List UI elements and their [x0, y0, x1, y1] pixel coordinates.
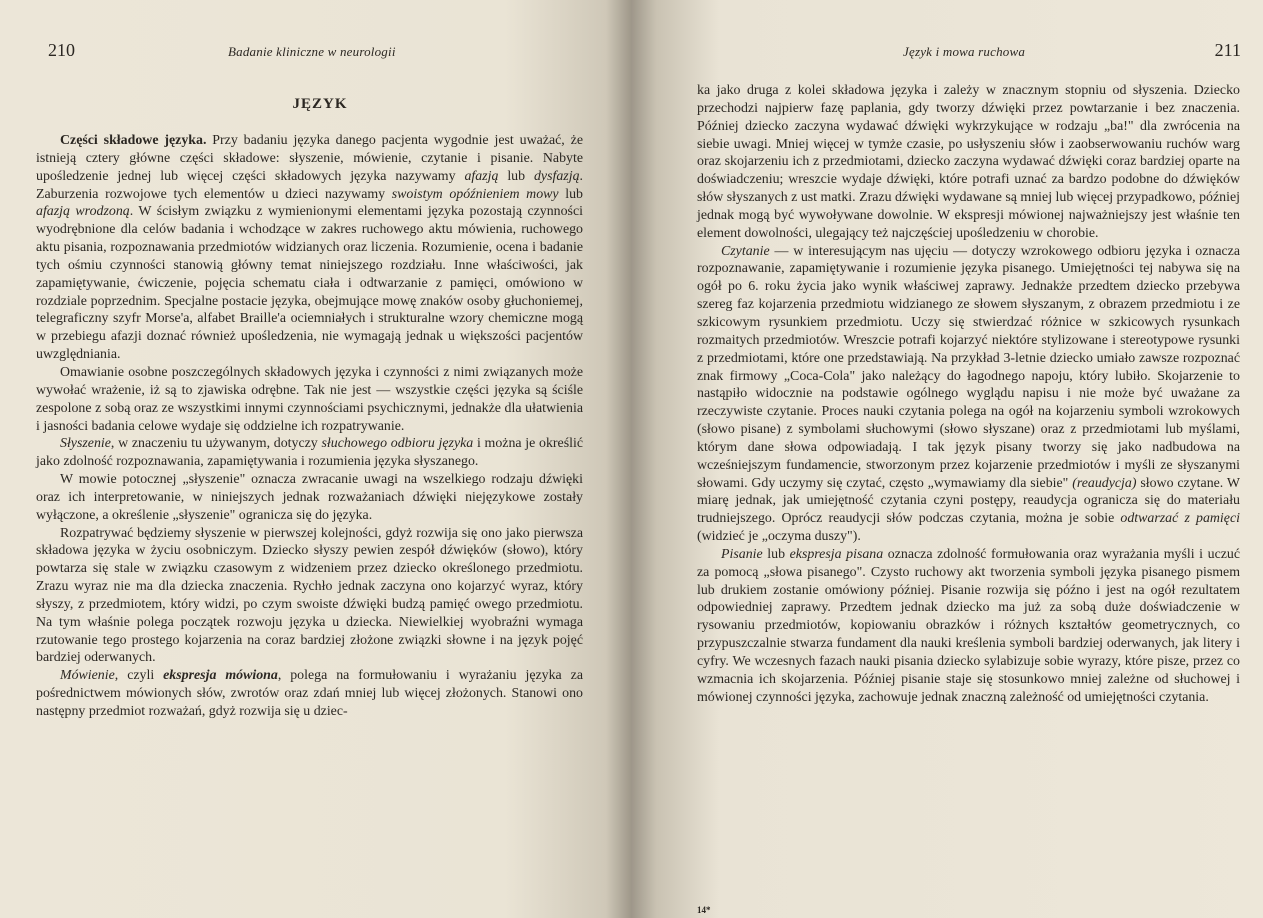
- term: Słyszenie: [60, 436, 111, 452]
- page-number: 211: [1214, 40, 1241, 60]
- term: odtwarzać z pamięci: [1120, 511, 1240, 527]
- text-run: — w interesującym nas ujęciu — dotyczy wzrokowego odbioru języka i oznacza rozpoznawanie, zapamiętywanie i rozumienie języka pisanego. Umiejętności tej nabywa się na ogół po 6. roku życia jako wynik właściwej zaprawy. Jednakże przedtem dziecko przebywa szereg faz kojarzenia przedmiotu widzianego ze słowem słyszanym, z obrazem przedmiotu i ze szkicowym rysunkiem przedmiotu. Uczy się stwierdzać różnice w szkicowych rysunkach rozmaitych przedmiotów. Wreszcie potrafi kojarzyć niektóre stylizowane i stereotypowe rysunki z przedmiotami, które one przedstawiają. Na przykład 3-letnie dziecko umiało zawsze rozpoznać znak firmowy „Coca-Cola" jako należący do łagodnego napoju, który lubiło. Skojarzenie to nastąpiło widocznie na podstawie ogólnego wyglądu napisu i nie może być uważane za rzeczywiste czytanie. Proces nauki czytania polega na ogół na kojarzeniu symboli wzrokowych (słowo pisane) z symbolami słuchowymi (słowo słyszane) oraz z przedmiotami lub myślami, którym dane słowa odpowiadają. I tak język pisany tworzy się jako nadbudowa na wcześniejszym fundamencie, stworzonym przez kojarzenie przedmiotów i myśli ze słyszanymi słowami. Gdy uczymy się czytać, często „wymawiamy dla siebie": [697, 243, 1240, 491]
- text-run: i można je określić jako zdolność rozpoznawania, zapamiętywania i rozumienia języka słyszanego.: [36, 436, 583, 470]
- paragraph: Omawianie osobne poszczególnych składowych języka i czynności z nimi związanych może wywołać wrażenie, iż są to zjawiska odrębne. Tak nie jest — wszystkie części języka są ściśle zespolone z sobą oraz ze wszystkimi innymi czynnościami psychicznymi, jednakże dla ułatwienia i jasności badania celowe wydaje się oddzielne ich rozpatrywanie.: [36, 364, 583, 434]
- term: dysfazją: [533, 168, 580, 184]
- text-run: . W ścisłym związku z wymienionymi elementami języka pozostają czynności wyodrębnione dla celów badania i wchodzące w zakres ruchowego aktu mówienia, ruchowego aktu pisania, rozpoznawania przedmiotów widzianych oraz liczenia. Rozumienie, ocena i badanie tych ośmiu czynności stanowią główny temat niniejszego rozdziału. Inne właściwości, jak zapamiętywanie, ćwiczenie, pojęcia schematu ciała i odtwarzanie z pamięci, omówiono w rozdziale poprzednim. Specjalne postacie języka, obejmujące mowę znaków osoby głuchoniemej, telegraficzny szyfr Morse'a, alfabet Braille'a ociemniałych i strukturalne wzory chemiczne mogą w przebiegu afazji doznać również upośledzenia, nie wymagają jednak u większości pacjentów uwzględniania.: [36, 204, 583, 363]
- right-body-text: [697, 82, 1240, 707]
- paragraph: [697, 243, 1240, 546]
- text-run: oznacza zdolność formułowania oraz wyrażania myśli i uczuć za pomocą „słowa pisanego". Czysto ruchowy akt tworzenia symboli języka pisanego pismem lub drukiem zostanie omówiony później. Pisanie rozwija się późno i jest na ogół rezultatem odpowiedniej zaprawy. Przedtem jednak dziecko ma już za sobą duże doświadczenie w rysowaniu przedmiotów, kopiowaniu obrazków i różnych kształtów geometrycznych, co przypuszczalnie stwarza fundament dla nauki kreślenia symboli bardziej oderwanych, jak litery i cyfry. We wczesnych fazach nauki pisania dziecko sylabizuje sobie wyrazy, które pisze, przez co wzmacnia ich skojarzenia. Później pisanie staje się stosunkowo mniej zależne od słuchowej i mówionej czynności języka, zachowuje jednak znaczną zależność od umiejętności czytania.: [697, 546, 1241, 705]
- signature-mark: 14*: [697, 905, 711, 915]
- term: Czytanie: [721, 243, 770, 259]
- term: Pisanie: [721, 546, 763, 562]
- term: (reaudycja): [1072, 475, 1137, 491]
- paragraph: [36, 132, 583, 364]
- term: swoistym opóźnieniem mowy: [391, 186, 559, 202]
- text-run: , w znaczeniu tu używanym, dotyczy: [110, 436, 322, 452]
- paragraph: W mowie potocznej „słyszenie" oznacza zwracanie uwagi na wszelkiego rodzaju dźwięki oraz ich interpretowanie, w niniejszych jednak rozważaniach dźwięki niejęzykowe zostały wyłączone, a określenie „słyszenie" ogranicza się do języka.: [36, 472, 583, 523]
- paragraph: [36, 667, 583, 721]
- text-run: słowo czytane. W miarę jednak, jak umiejętność czytania czyni postępy, reaudycja ogranicza się do materiału trudniejszego. Oprócz reaudycji słów podczas czytania, można je sobie: [697, 475, 1240, 527]
- term: słuchowego odbioru języka: [321, 436, 474, 452]
- text-run: , czyli: [114, 668, 164, 684]
- paragraph: Rozpatrywać będziemy słyszenie w pierwszej kolejności, gdyż rozwija się ono jako pierwsza składowa języka w życiu osobniczym. Dziecko słyszy pewien zespół dźwięków (słowo), który powtarza się stale w związku czasowym z widzeniem przez dziecko określonego przedmiotu. Zrazu wyraz nie ma dla dziecka znaczenia. Rychło jednak zaczyna ono kojarzyć wyraz, który słyszy, z przedmiotem, który widzi, po czym swoiste dźwięki budzą pamięć owego przedmiotu. Na tym właśnie polega początek rozwoju języka u dziecka. Niewielkiej wyobraźni wymaga rzutowanie tego prostego kojarzenia na coraz bardziej złożone związki słowne i na język pojęć bardziej oderwanych.: [36, 525, 583, 666]
- text-run: Przy badaniu języka danego pacjenta wygodnie jest uważać, że istnieją cztery główne części składowe: słyszenie, mówienie, czytanie i pisanie. Nabyte upośledzenie jednej lub więcej części składowych języka nazywamy: [36, 133, 583, 184]
- left-page: [0, 0, 631, 918]
- paragraph-heading: Części składowe języka.: [60, 133, 207, 148]
- left-body-text: [36, 132, 583, 721]
- term: afazją wrodzoną: [36, 204, 130, 220]
- text-run: (widzieć je „oczyma duszy").: [697, 529, 861, 545]
- section-title: JĘZYK: [292, 96, 348, 112]
- term: afazją: [464, 168, 499, 184]
- text-run: , polega na formułowaniu i wyrażaniu języka za pośrednictwem mówionych słów, zwrotów oraz zdań mniej lub więcej złożonych. Stanowi ono następny przedmiot rozważań, gdyż rozwija się u dziec-: [36, 668, 583, 719]
- paragraph: [697, 546, 1240, 707]
- running-head: Badanie kliniczne w neurologii: [228, 44, 396, 59]
- text-run: lub: [498, 168, 534, 184]
- term: Mówienie: [60, 668, 115, 684]
- running-head: Język i mowa ruchowa: [903, 44, 1026, 59]
- page-number: 210: [48, 40, 75, 60]
- text-run: lub: [558, 186, 583, 202]
- text-run: lub: [762, 546, 790, 562]
- paragraph: ka jako druga z kolei składowa języka i zależy w znacznym stopniu od słyszenia. Dziecko przechodzi najpierw fazę paplania, gdy tworzy dźwięki przez powtarzanie i bez znaczenia. Później dziecko zaczyna wydawać dźwięki wykrzykujące w rodzaju „ba!" dla zwrócenia na siebie uwagi. Mniej więcej w tymże czasie, po usłyszeniu słów i zaobserwowaniu ruchów warg oraz skojarzeniu ich z przedmiotami, dziecko zaczyna wydawać dźwięki coraz bardziej oparte na doświadczeniu; wreszcie wydaje dźwięki, które potrafi uznać za bardzo podobne do dźwięków słów słyszanych z ust matki. Zrazu dźwięki wydawane są mniej lub więcej przypadkowo, później jednak mogą być wywoływane dowolnie. W ekspresji mówionej najważniejszy jest właśnie ten element dowolności, ulegający też najczęściej upośledzeniu w chorobie.: [697, 83, 1240, 241]
- right-page: [631, 0, 1263, 918]
- text-run: . Zaburzenia rozwojowe tych elementów u dzieci nazywamy: [36, 168, 583, 202]
- term: ekspresja pisana: [789, 546, 884, 562]
- term: ekspresja mówiona: [163, 668, 278, 684]
- paragraph: [36, 435, 583, 471]
